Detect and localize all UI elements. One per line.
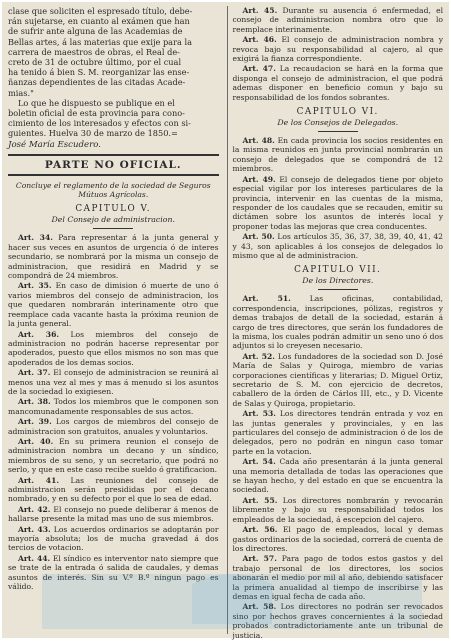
article: Art. 48. En cada provincia los socios residentes en la misma reunidos en junta provincial nombrarán un consejo de delegados que se compondrá de 12 miembros. (232, 136, 443, 174)
article-list-mid (233, 136, 444, 260)
article: Art. 34. Para representar á la junta general y hacer sus veces en asuntos de urgencia ó de interes secundario, se nombrará por la misma un consejo de administracion, que residirá en Madrid y se compondrá de 24 miembros. (8, 233, 219, 281)
chapter6-subtitle: De los Consejos de Delegados. (277, 118, 399, 128)
article: Art. 45. Durante su ausencia ó enfermedad, el consejo de administracion nombra otro que lo reemplace interinamente. (232, 6, 444, 34)
chapter-subtitle: Del Consejo de administracion. (51, 215, 175, 225)
article: Art. 54. Cada año presentarán á la junta general una memoria detallada de todas las operaciones que se hayan hecho, y del estado en que se encuentra la sociedad. (232, 457, 443, 495)
article-list-bottom (233, 294, 444, 640)
article: Art. 58. Los directores no podrán ser revocados sino por hechos graves concernientes á la sociedad probados contradictoriamente ante un tribunal de justicia. (232, 602, 443, 640)
article: Art. 40. En su primera reunion el consejo de administracion nombra un decano y un síndico, miembros de su seno, y un secretario, que podrá no serlo, y que en este caso recibe sueldo ó gratificacion. (8, 436, 219, 475)
article-list-top (233, 6, 444, 102)
article: Art. 37. El consejo de administracion se reunirá al menos una vez al mes y mas á menudo si los asuntos de la sociedad lo exigiesen. (8, 368, 219, 396)
section-heading: PARTE NO OFICIAL. (8, 154, 219, 176)
chapter7-title: CAPITULO VII. (294, 265, 382, 276)
article: Art. 53. Los directores tendrán entrada y voz en las juntas generales y provinciales, y en las particulares del consejo de administracion ó de los de delegados, pero no podrán en ningun caso tomar parte en la votacion. (232, 409, 443, 456)
intro-paragraph: clase que soliciten el espresado título, debe- rán sujetarse, en cuanto al exámen que han de sufrir ante alguna de las Academias de Bellas artes, á las materias que exije para la carrera de maestros de obras, el Real de- creto de 31 de octubre último, por el cual ha tenido á bien S. M. reorganizar las ense- ñanzas dependientes de las citadas Acade- mias." Lo que he dispuesto se publique en el boletin oficial de esta provincia para cono- cimiento de los interesados y efectos con si- guientes. Huelva 30 de marzo de 1850.= (8, 6, 193, 139)
divider (318, 289, 358, 290)
article: Art. 39. Los cargos de miembros del consejo de administracion son gratuitos, anuales y voluntarios. (8, 417, 219, 436)
signature: José María Escudero. (8, 139, 101, 150)
article: Art. 51. Las oficinas, contabilidad, correspondencia, inscripciones, pólizas, registros y demas trabajos de detall de la sociedad, estarán á cargo de tres directores, que serán los fundadores de la misma, los cuales podrán admitir un seno uno ó dos adjuntos si lo creyesen necesario. (232, 294, 443, 351)
article: Art. 52. Los fundadores de la sociedad son D. José María de Salas y Quiroga, miembro de varias corporaciones científicas y literarias; D. Miguel Ortiz, secretario de S. M. con ejercicio de decretos, caballero de la órden de Cárlos III, etc., y D. Vicente de Salas y Quiroga, propietario. (232, 351, 443, 408)
continuation-note: Concluye el reglamento de la sociedad de Seguros Mútuos Agrícolas. (15, 180, 211, 200)
article: Art. 55. Los directores nombrarán y revocarán libremente y bajo su responsabilidad todos los empleados de la sociedad, á escepcion del cajero. (232, 495, 443, 524)
article: Art. 47. La recaudacion se hará en la forma que disponga el consejo de administracion, el que podrá ademas disponer en beneficio comun y bajo su responsabilidad de los fondos sobrantes. (232, 64, 443, 102)
left-column (8, 6, 221, 634)
article: Art. 49. El consejo de delegados tiene por objeto especial vigilar por los intereses particulares de la provincia, intervenir en las cuentas de la misma, responder de los caudales que se recauden, emitir su dictámen sobre los asuntos de interés local y proponer todas las mejoras que crea conducentes. (232, 174, 443, 231)
article: Art. 42. El consejo no puede deliberar á menos de hallarse presente la mitad mas uno de sus miembros. (8, 504, 219, 524)
divider (93, 228, 133, 229)
article: Art. 41. Las reuniones del consejo de administracion serán presididas por el decano nombrado, y en su defecto por el que lo sea de edad. (8, 475, 219, 504)
article: Art. 50. Los artículos 35, 36, 37, 38, 39, 40, 41, 42 y 43, son aplicables á los consejos de delegados lo mismo que al de administracion. (232, 232, 443, 260)
newspaper-page (2, 2, 449, 638)
divider (318, 131, 358, 132)
article: Art. 43. Los acuerdos ordinarios se adoptarán por mayoría absoluta; los de mucha gravedad á dos tercios de votacion. (8, 524, 219, 553)
article: Art. 35. En caso de dimision ó muerte de uno ó varios miembros del consejo de administracion, los que quedaren nombrarán interinamente otro que reemplace cada vacante hasta la próxima reunion de la junta general. (8, 281, 219, 329)
chapter7-subtitle: De los Directores. (302, 276, 374, 286)
article: Art. 44. El síndico es interventor nato siempre que se trate de la entrada ó salida de caudales, y demas asuntos de interés. Sin su V.º B.º ningun pago es válido. (8, 553, 219, 592)
chapter6-title: CAPITULO VI. (296, 107, 379, 118)
chapter-title: CAPITULO V. (75, 204, 152, 215)
article: Art. 57. Para pago de todos estos gastos y del trabajo personal de los directores, los socios abonarán el medio por mil al año, debiendo satisfacer la primera anualidad al tiempo de inscribirse y las demas en igual fecha de cada año. (232, 554, 443, 601)
article: Art. 38. Todos los miembros que le componen son mancomunadamente responsables de sus actos. (8, 397, 219, 416)
article: Art. 46. El consejo de administracion nombra y revoca bajo su responsabilidad al cajero, al que exigirá la fianza correspondiente. (232, 35, 443, 64)
article: Art. 56. El pago de empleados, local y demas gastos ordinarios de la sociedad, correrá de cuenta de los directores. (232, 525, 443, 553)
article-list (8, 233, 219, 591)
right-column (227, 6, 444, 640)
article: Art. 36. Los miembros del consejo de administracion no podrán hacerse representar por apoderados, puesto que ellos mismos no son mas que apoderados de los demas socios. (8, 329, 219, 367)
